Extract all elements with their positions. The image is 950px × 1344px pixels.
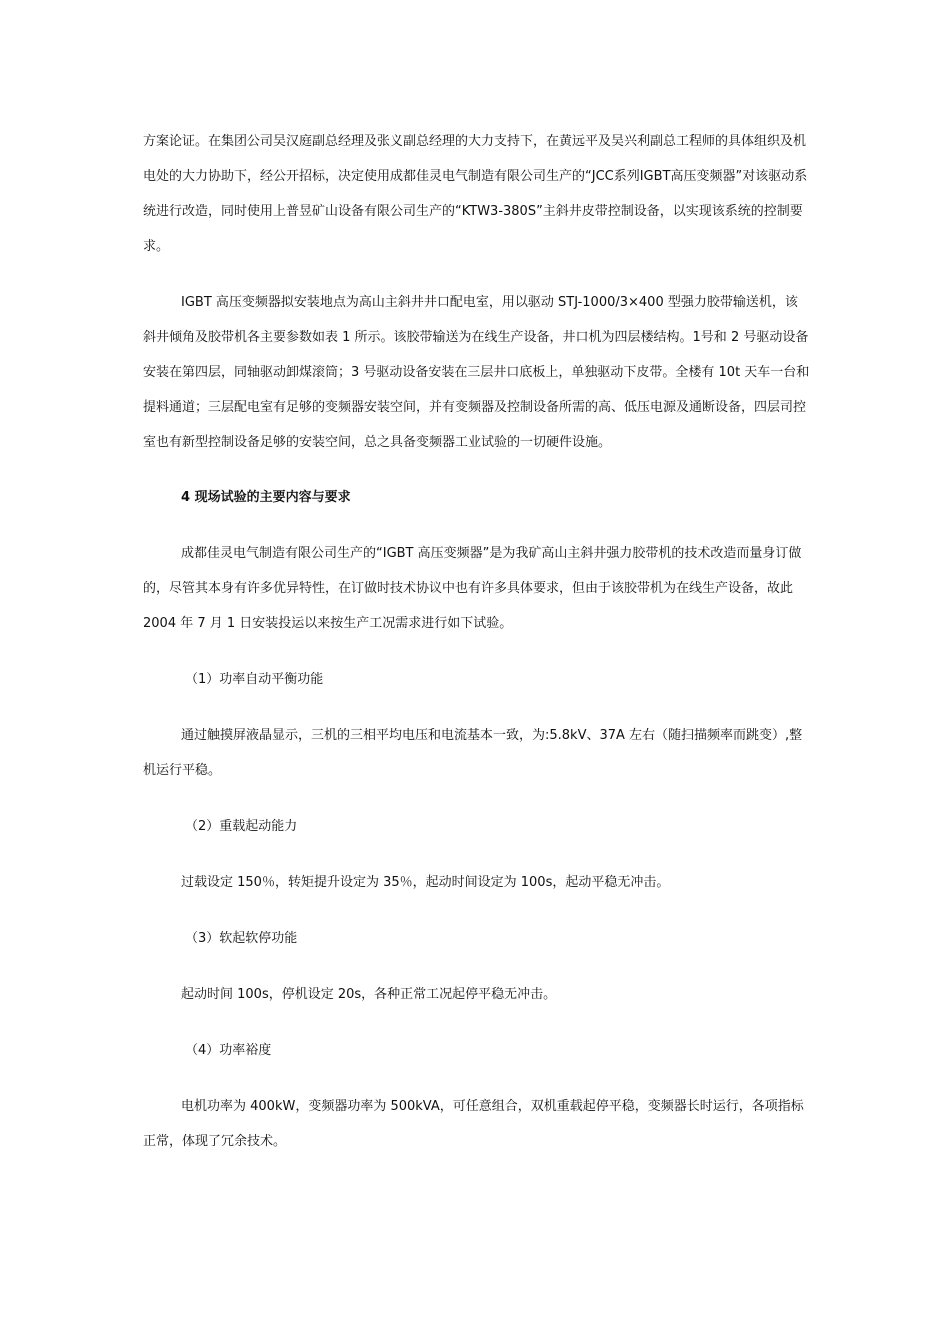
paragraph-soft-start-stop: 起动时间 100s，停机设定 20s，各种正常工况起停平稳无冲击。	[181, 987, 557, 1002]
item-soft-start-stop: （3）软起软停功能	[185, 931, 298, 946]
paragraph-power-balance: 通过触摸屏液晶显示，三机的三相平均电压和电流基本一致，为:5.8kV、37A 左右（随扫描频率而跳变）,整机运行平稳。	[143, 728, 803, 778]
item-heavy-load-start: （2）重载起动能力	[185, 819, 298, 834]
paragraph-install-location: IGBT 高压变频器拟安装地点为高山主斜井井口配电室，用以驱动 STJ-1000/3×400 型强力胶带输送机，该斜井倾角及胶带机各主要参数如表 1 所示。该胶带输送为在线生产设备，井口机为四层楼结构。1号和 2 号驱动设备安装在第四层，同轴驱动卸煤滚筒；3 号驱动设备安装在三层井口底板上，单独驱动下皮带。全楼有 10t 天车一台和提料通道；三层配电室有足够的变频器安装空间，并有变频器及控制设备所需的高、低压电源及通断设备，四层司控室也有新型控制设备足够的安装空间，总之具备变频器工业试验的一切硬件设施。	[143, 295, 810, 450]
item-power-balance: （1）功率自动平衡功能	[185, 672, 324, 687]
paragraph-heavy-load-start: 过载设定 150％，转矩提升设定为 35％，起动时间设定为 100s，起动平稳无冲击。	[181, 875, 670, 890]
paragraph-test-intro: 成都佳灵电气制造有限公司生产的“IGBT 高压变频器”是为我矿高山主斜井强力胶带机的技术改造而量身订做的，尽管其本身有许多优异特性，在订做时技术协议中也有许多具体要求，但由于该胶带机为在线生产设备，故此 2004 年 7 月 1 日安装投运以来按生产工况需求进行如下试验。	[143, 546, 802, 631]
document-body	[143, 124, 810, 1159]
section-heading-field-test: 4 现场试验的主要内容与要求	[181, 490, 351, 505]
paragraph-plan-demonstration: 方案论证。在集团公司吴汉庭副总经理及张义副总经理的大力支持下，在黄远平及吴兴利副总工程师的具体组织及机电处的大力协助下，经公开招标，决定使用成都佳灵电气制造有限公司生产的“JCC系列IGBT高压变频器”对该驱动系统进行改造，同时使用上普昱矿山设备有限公司生产的“KTW3-380S”主斜井皮带控制设备，以实现该系统的控制要求。	[143, 134, 808, 254]
paragraph-power-margin: 电机功率为 400kW，变频器功率为 500kVA，可任意组合，双机重载起停平稳，变频器长时运行，各项指标正常，体现了冗余技术。	[143, 1099, 804, 1149]
item-power-margin: （4）功率裕度	[185, 1043, 272, 1058]
